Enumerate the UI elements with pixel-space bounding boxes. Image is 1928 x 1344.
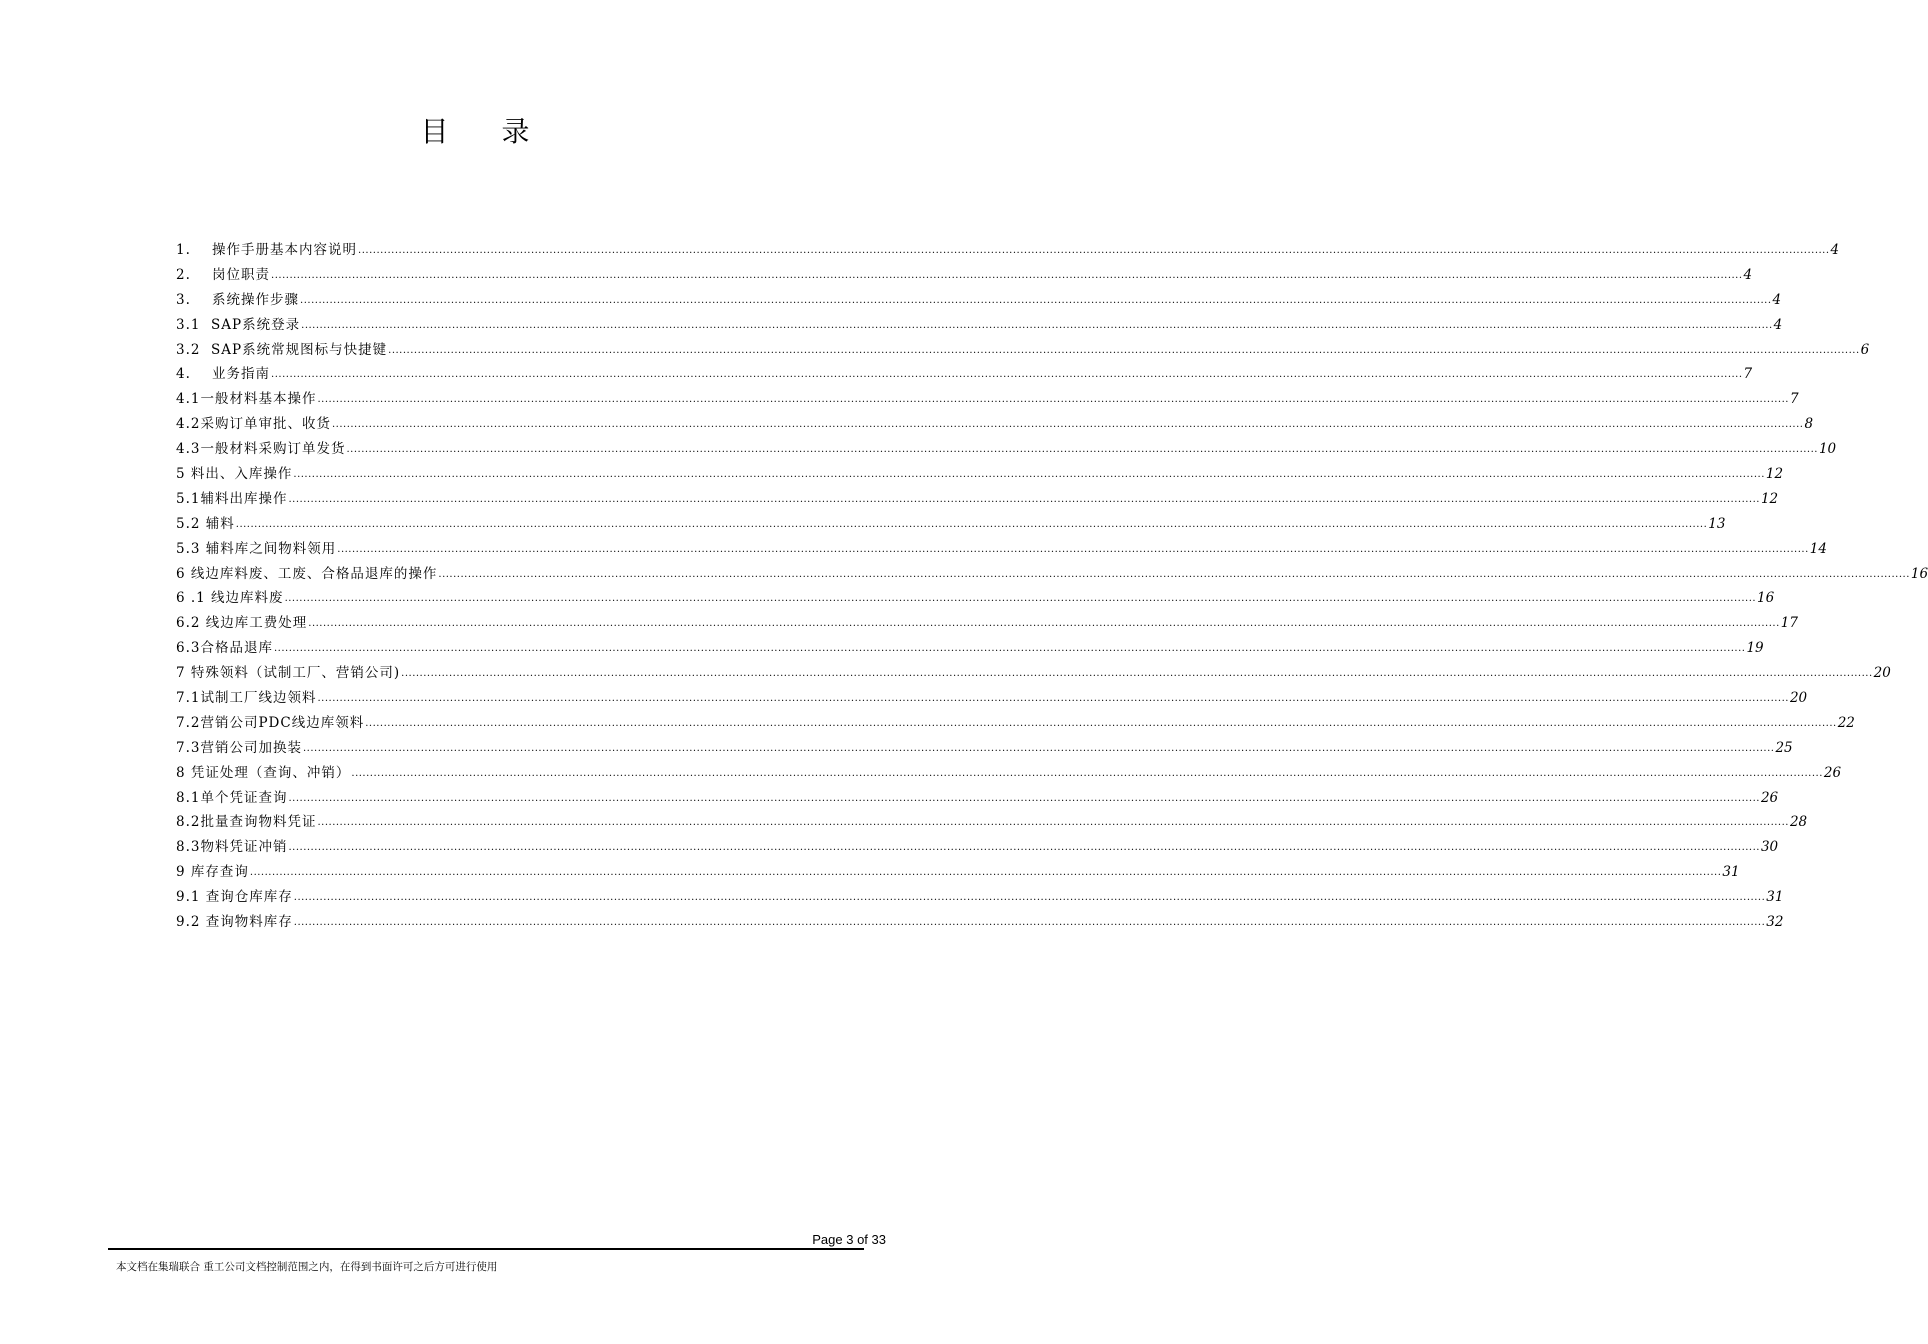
toc-entry[interactable] bbox=[176, 512, 1726, 537]
toc-entry[interactable] bbox=[176, 437, 1837, 462]
toc-dot-leader: ................................................................................................................................................................................................................................................................................................................................................................................................................ bbox=[358, 245, 1830, 256]
toc-entry[interactable] bbox=[176, 338, 1870, 363]
toc-entry-page: 4 bbox=[1743, 266, 1753, 283]
toc-entry[interactable] bbox=[176, 487, 1779, 512]
toc-entry-page: 30 bbox=[1760, 839, 1779, 856]
toc-entry-page: 17 bbox=[1780, 615, 1798, 632]
toc-entry-label: 6.2 线边库工费处理 bbox=[176, 615, 308, 632]
toc-entry-label: 7.1试制工厂线边领料 bbox=[176, 690, 317, 707]
toc-entry-label: 9.1 查询仓库库存 bbox=[176, 889, 293, 906]
toc-dot-leader: ................................................................................................................................................................................................................................................................................................................................................................................................................ bbox=[346, 444, 1818, 456]
toc-entry[interactable] bbox=[176, 412, 1814, 437]
toc-entry-page: 19 bbox=[1746, 640, 1764, 657]
toc-entry-page: 31 bbox=[1722, 864, 1740, 881]
toc-entry[interactable] bbox=[176, 238, 1840, 263]
toc-entry-label: 9 库存查询 bbox=[176, 864, 249, 881]
toc-entry-page: 12 bbox=[1765, 466, 1784, 483]
toc-entry-label: 8.3物料凭证冲销 bbox=[176, 839, 288, 856]
toc-entry[interactable] bbox=[176, 586, 1775, 611]
toc-dot-leader: ................................................................................................................................................................................................................................................................................................................................................................................................................ bbox=[284, 593, 1757, 605]
toc-entry-page: 7 bbox=[1743, 366, 1753, 383]
toc-entry-page: 10 bbox=[1818, 441, 1837, 458]
toc-entry-page: 20 bbox=[1789, 690, 1808, 707]
toc-entry-page: 28 bbox=[1789, 814, 1808, 831]
toc-entry-label: 3.1 SAP系统登录 bbox=[176, 316, 301, 333]
toc-entry-label: 6 线边库料废、工废、合格品退库的操作 bbox=[176, 565, 438, 582]
toc-dot-leader: ................................................................................................................................................................................................................................................................................................................................................................................................................ bbox=[317, 394, 1789, 406]
toc-entry[interactable] bbox=[176, 562, 1928, 587]
toc-entry[interactable] bbox=[176, 537, 1827, 562]
toc-entry-page: 22 bbox=[1837, 714, 1855, 731]
toc-dot-leader: ................................................................................................................................................................................................................................................................................................................................................................................................................ bbox=[271, 369, 1743, 381]
toc-dot-leader: ................................................................................................................................................................................................................................................................................................................................................................................................................ bbox=[300, 294, 1772, 306]
toc-entry-label: 7 特殊领料（试制工厂、营销公司) bbox=[176, 665, 401, 682]
toc-entry-page: 6 bbox=[1860, 341, 1870, 358]
toc-entry-page: 26 bbox=[1760, 789, 1779, 806]
toc-entry-page: 4 bbox=[1830, 242, 1840, 258]
toc-entry[interactable] bbox=[176, 910, 1784, 935]
toc-entry-label: 2. 岗位职责 bbox=[176, 266, 271, 283]
toc-entry-label: 4. 业务指南 bbox=[176, 366, 271, 383]
toc-entry[interactable] bbox=[176, 263, 1753, 288]
toc-dot-leader: ................................................................................................................................................................................................................................................................................................................................................................................................................ bbox=[301, 319, 1773, 331]
toc-entry[interactable] bbox=[176, 313, 1783, 338]
toc-entry[interactable] bbox=[176, 362, 1753, 387]
toc-entry-label: 4.3一般材料采购订单发货 bbox=[176, 441, 346, 458]
toc-dot-leader: ................................................................................................................................................................................................................................................................................................................................................................................................................ bbox=[288, 792, 1760, 804]
toc-entry-page: 13 bbox=[1708, 515, 1726, 532]
toc-dot-leader: ................................................................................................................................................................................................................................................................................................................................................................................................................ bbox=[235, 518, 1708, 530]
toc-dot-leader: ................................................................................................................................................................................................................................................................................................................................................................................................................ bbox=[401, 668, 1873, 680]
toc-entry-page: 4 bbox=[1772, 291, 1782, 308]
toc-entry-label: 5.3 辅料库之间物料领用 bbox=[176, 540, 337, 557]
toc-entry-page: 26 bbox=[1823, 764, 1842, 781]
toc-entry-label: 6 .1 线边库料废 bbox=[176, 590, 284, 607]
toc-dot-leader: ................................................................................................................................................................................................................................................................................................................................................................................................................ bbox=[293, 892, 1766, 904]
toc-entry-label: 7.3营销公司加换装 bbox=[176, 739, 302, 756]
toc-entry-label: 5 料出、入库操作 bbox=[176, 466, 293, 483]
toc-entry-label: 5.1辅料出库操作 bbox=[176, 490, 288, 507]
toc-entry-page: 4 bbox=[1773, 316, 1783, 333]
toc-entry[interactable] bbox=[176, 387, 1799, 412]
toc-entry[interactable] bbox=[176, 835, 1779, 860]
toc-entry-label: 1. 操作手册基本内容说明 bbox=[176, 242, 358, 258]
toc-entry[interactable] bbox=[176, 711, 1855, 736]
toc-entry[interactable] bbox=[176, 810, 1808, 835]
toc-entry[interactable] bbox=[176, 736, 1793, 761]
toc-entry-label: 4.2采购订单审批、收货 bbox=[176, 416, 331, 433]
footer-divider bbox=[108, 1248, 864, 1250]
toc-dot-leader: ................................................................................................................................................................................................................................................................................................................................................................................................................ bbox=[249, 867, 1722, 879]
toc-entry-page: 14 bbox=[1809, 540, 1827, 557]
toc-dot-leader: ................................................................................................................................................................................................................................................................................................................................................................................................................ bbox=[293, 469, 1765, 481]
toc-entry-page: 25 bbox=[1775, 739, 1793, 756]
toc-dot-leader: ................................................................................................................................................................................................................................................................................................................................................................................................................ bbox=[288, 842, 1760, 854]
toc-entry[interactable] bbox=[176, 288, 1782, 313]
toc-entry[interactable] bbox=[176, 761, 1842, 786]
toc-entry-page: 20 bbox=[1873, 665, 1891, 682]
toc-entry[interactable] bbox=[176, 885, 1784, 910]
footer-note: 本文档在集瑞联合 重工公司文档控制范围之内，在得到书面许可之后方可进行使用 bbox=[116, 1261, 498, 1273]
toc-entry[interactable] bbox=[176, 661, 1891, 686]
toc-dot-leader: ................................................................................................................................................................................................................................................................................................................................................................................................................ bbox=[288, 493, 1760, 505]
toc-entry-label: 8.2批量查询物料凭证 bbox=[176, 814, 317, 831]
toc-entry-page: 8 bbox=[1804, 416, 1814, 433]
toc-dot-leader: ................................................................................................................................................................................................................................................................................................................................................................................................................ bbox=[293, 917, 1766, 929]
toc-entry-label: 3.2 SAP系统常规图标与快捷键 bbox=[176, 341, 388, 358]
toc-dot-leader: ................................................................................................................................................................................................................................................................................................................................................................................................................ bbox=[351, 767, 1823, 779]
toc-entry-label: 8 凭证处理（查询、冲销） bbox=[176, 764, 351, 781]
toc-entry[interactable] bbox=[176, 462, 1784, 487]
toc-dot-leader: ................................................................................................................................................................................................................................................................................................................................................................................................................ bbox=[308, 618, 1780, 630]
toc-entry-page: 16 bbox=[1910, 565, 1928, 582]
toc-entry-label: 4.1一般材料基本操作 bbox=[176, 391, 317, 408]
toc-entry-page: 7 bbox=[1789, 391, 1799, 408]
toc-entry-label: 3. 系统操作步骤 bbox=[176, 291, 300, 308]
toc-entry[interactable] bbox=[176, 611, 1798, 636]
toc-entry-label: 7.2营销公司PDC线边库领料 bbox=[176, 714, 365, 731]
toc-entry-label: 8.1单个凭证查询 bbox=[176, 789, 288, 806]
page-title: 目 录 bbox=[420, 115, 552, 148]
toc-dot-leader: ................................................................................................................................................................................................................................................................................................................................................................................................................ bbox=[317, 693, 1789, 705]
toc-entry-label: 5.2 辅料 bbox=[176, 515, 235, 532]
page-number: Page 3 of 33 bbox=[812, 1232, 886, 1247]
toc-entry[interactable] bbox=[176, 686, 1808, 711]
toc-entry-page: 31 bbox=[1766, 889, 1784, 906]
toc-entry-page: 32 bbox=[1766, 914, 1784, 931]
toc-entry[interactable] bbox=[176, 786, 1779, 811]
toc-entry[interactable] bbox=[176, 860, 1740, 885]
toc-dot-leader: ................................................................................................................................................................................................................................................................................................................................................................................................................ bbox=[388, 344, 1860, 356]
toc-dot-leader: ................................................................................................................................................................................................................................................................................................................................................................................................................ bbox=[302, 742, 1775, 754]
toc-dot-leader: ................................................................................................................................................................................................................................................................................................................................................................................................................ bbox=[337, 543, 1809, 555]
toc-dot-leader: ................................................................................................................................................................................................................................................................................................................................................................................................................ bbox=[438, 568, 1910, 580]
toc-dot-leader: ................................................................................................................................................................................................................................................................................................................................................................................................................ bbox=[271, 269, 1743, 281]
toc-entry-page: 12 bbox=[1760, 490, 1779, 507]
toc-entry-page: 16 bbox=[1757, 590, 1775, 607]
toc-entry-label: 9.2 查询物料库存 bbox=[176, 914, 293, 931]
toc-entry[interactable] bbox=[176, 636, 1764, 661]
toc-dot-leader: ................................................................................................................................................................................................................................................................................................................................................................................................................ bbox=[317, 817, 1789, 829]
toc-entry-label: 6.3合格品退库 bbox=[176, 640, 273, 657]
toc-dot-leader: ................................................................................................................................................................................................................................................................................................................................................................................................................ bbox=[331, 419, 1804, 431]
toc-dot-leader: ................................................................................................................................................................................................................................................................................................................................................................................................................ bbox=[273, 643, 1746, 655]
table-of-contents bbox=[176, 238, 1928, 935]
toc-dot-leader: ................................................................................................................................................................................................................................................................................................................................................................................................................ bbox=[365, 717, 1837, 729]
